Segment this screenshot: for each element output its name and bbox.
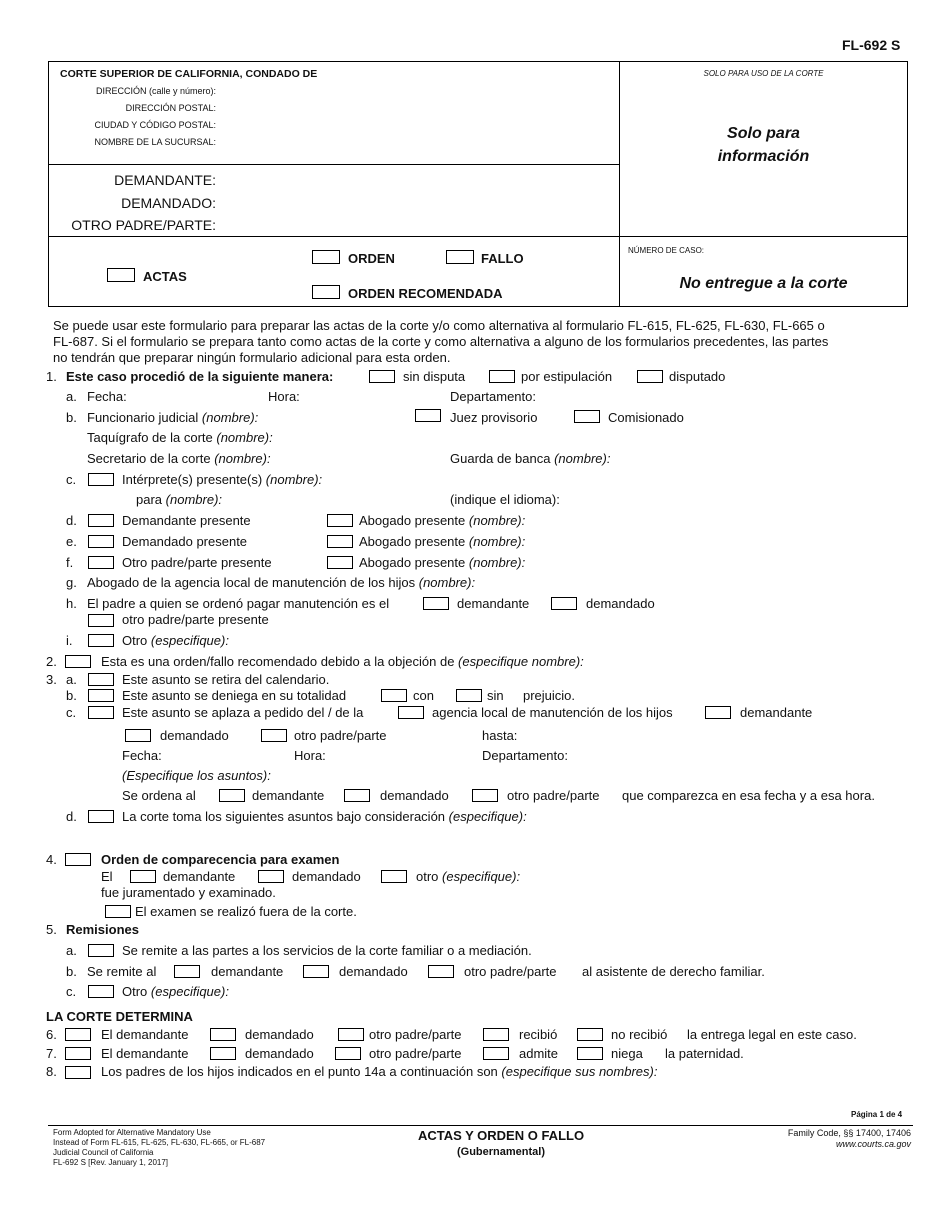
s1a-fecha: Fecha: [87, 389, 127, 404]
form-id: FL-692 S [842, 37, 901, 53]
disputado-checkbox[interactable] [637, 370, 663, 383]
s4-jurado: fue juramentado y examinado. [101, 885, 276, 900]
comisionado-label: Comisionado [608, 410, 684, 425]
petitioner-label: DEMANDANTE: [114, 172, 216, 188]
footer-code: Family Code, §§ 17400, 17406 [787, 1128, 911, 1138]
s4-demandado-checkbox[interactable] [258, 870, 284, 883]
s6-num: 6. [46, 1027, 57, 1042]
s1-title: Este caso procedió de la siguiente manera: [66, 369, 334, 384]
branch-label: NOMBRE DE LA SUCURSAL: [94, 137, 216, 147]
info-only-line1: Solo para [727, 125, 800, 142]
juez-provisorio-checkbox[interactable] [415, 409, 441, 422]
footer-council: Judicial Council of California [53, 1148, 154, 1157]
s3c-spec: (Especifique los asuntos): [122, 768, 271, 783]
nombre-hint: (nombre): [214, 451, 271, 466]
footer-rev: FL-692 S [Rev. January 1, 2017] [53, 1158, 169, 1167]
s3d-letter: d. [66, 809, 77, 824]
s3c-demandante-label: demandante [740, 705, 813, 720]
intro-line2: FL-687. Si el formulario se prepara tanto como actas de la corte y como alternativa a alguno de los formularios precedentes, las partes [53, 334, 829, 349]
s1a-hora: Hora: [268, 389, 300, 404]
intro-line1: Se puede usar este formulario para preparar las actas de la corte y/o como alternativa al formulario FL-615, FL-625, FL-630, FL-665 o [53, 318, 825, 333]
con-label: con [413, 688, 434, 703]
actas-label: ACTAS [143, 269, 187, 284]
footer-url[interactable]: www.courts.ca.gov [835, 1139, 911, 1149]
s5c-text: Otro [122, 984, 148, 999]
padre-manutencion-label: El padre a quien se ordenó pagar manutención es el [87, 596, 390, 611]
estipulacion-checkbox[interactable] [489, 370, 515, 383]
s3c-demandante-checkbox[interactable] [705, 706, 731, 719]
s4-el: El [101, 869, 113, 884]
nombre-hint: (nombre): [216, 430, 273, 445]
interprete-label: Intérprete(s) presente(s) [122, 472, 263, 487]
s8-text: Los padres de los hijos indicados en el punto 14a a continuación son [101, 1064, 498, 1079]
s1e-letter: e. [66, 534, 77, 549]
nombre-hint: (nombre): [468, 534, 526, 549]
s6-demandado-checkbox[interactable] [210, 1028, 236, 1041]
sin-label: sin [487, 688, 504, 703]
fallo-checkbox[interactable] [446, 250, 474, 264]
s3a-checkbox[interactable] [88, 673, 114, 686]
s7-demandante-label: El demandante [101, 1046, 189, 1061]
s8-num: 8. [46, 1064, 57, 1079]
s6-demandante-label: El demandante [101, 1027, 189, 1042]
s1f-letter: f. [66, 555, 74, 570]
abogado-label: Abogado presente [359, 534, 466, 549]
abogado-label: Abogado presente [359, 555, 466, 570]
s5b-text: Se remite al [87, 964, 157, 979]
mailing-label: DIRECCIÓN POSTAL: [125, 103, 216, 113]
s1b-letter: b. [66, 410, 77, 425]
otro-padre-presente-label: Otro padre/parte presente [122, 555, 272, 570]
city-zip-label: CIUDAD Y CÓDIGO POSTAL: [94, 120, 216, 130]
s3c-demandado-label: demandado [160, 728, 229, 743]
orden-recomendada-checkbox[interactable] [312, 285, 340, 299]
s4-otro-checkbox[interactable] [381, 870, 407, 883]
s6-norecibio-checkbox[interactable] [577, 1028, 603, 1041]
ordena-otro-checkbox[interactable] [472, 789, 498, 802]
s8-spec: (especifique sus nombres): [501, 1064, 658, 1079]
demandante-presente-checkbox[interactable] [88, 514, 114, 527]
s5-num: 5. [46, 922, 57, 937]
s7-tail: la paternidad. [665, 1046, 744, 1061]
footer-subtitle: (Gubernamental) [456, 1146, 545, 1158]
s1i-letter: i. [66, 633, 73, 648]
demandado-presente-checkbox[interactable] [88, 535, 114, 548]
s3a-text: Este asunto se retira del calendario. [122, 672, 330, 687]
s2-num: 2. [46, 654, 57, 669]
sin-disputa-label: sin disputa [403, 369, 466, 384]
s5b-demandado-checkbox[interactable] [303, 965, 329, 978]
h-demandado-label: demandado [586, 596, 655, 611]
demandado-presente-label: Demandado presente [122, 534, 248, 549]
s3a-letter: a. [66, 672, 77, 687]
s1h-letter: h. [66, 596, 77, 611]
s5c-spec: (especifique): [150, 984, 229, 999]
address-label: DIRECCIÓN (calle y número): [95, 86, 216, 96]
s1a-letter: a. [66, 389, 77, 404]
s3d-spec: (especifique): [448, 809, 527, 824]
estipulacion-label: por estipulación [521, 369, 613, 384]
s7-otro-label: otro padre/parte [369, 1046, 462, 1061]
s3c-agencia-checkbox[interactable] [398, 706, 424, 719]
s1-num: 1. [46, 369, 57, 384]
s1c-letter: c. [66, 472, 77, 487]
prejuicio-label: prejuicio. [523, 688, 576, 703]
s3c-ordena-label: Se ordena al [122, 788, 196, 803]
s6-otro-label: otro padre/parte [369, 1027, 462, 1042]
s3c-letter: c. [66, 705, 77, 720]
s4-demandante-checkbox[interactable] [130, 870, 156, 883]
s6-demandante-checkbox[interactable] [65, 1028, 91, 1041]
s5c-letter: c. [66, 984, 77, 999]
abogado-ddo-checkbox[interactable] [327, 535, 353, 548]
funcionario-label: Funcionario judicial [87, 410, 199, 425]
intro-line3: no tendrán que preparar ningún formulario adicional para esta orden. [53, 350, 451, 365]
s4-num: 4. [46, 852, 57, 867]
s5b-letter: b. [66, 964, 77, 979]
interprete-checkbox[interactable] [88, 473, 114, 486]
s3-num: 3. [46, 672, 57, 687]
secretario-label: Secretario de la corte [87, 451, 211, 466]
demandante-presente-label: Demandante presente [122, 513, 251, 528]
info-only-line2: información [717, 148, 810, 165]
s1g-letter: g. [66, 575, 77, 590]
s3c-hasta-label: hasta: [482, 728, 518, 743]
s4-fuera-label: El examen se realizó fuera de la corte. [135, 904, 357, 919]
s4-fuera-checkbox[interactable] [105, 905, 131, 918]
actas-checkbox[interactable] [107, 268, 135, 282]
nombre-hint: (nombre): [201, 410, 259, 425]
s4-title: Orden de comparecencia para examen [101, 852, 340, 867]
con-checkbox[interactable] [381, 689, 407, 702]
s2-spec: (especifique nombre): [458, 654, 584, 669]
s5a-text: Se remite a las partes a los servicios de la corte familiar o a mediación. [122, 943, 532, 958]
comisionado-checkbox[interactable] [574, 410, 600, 423]
s6-demandado-label: demandado [245, 1027, 314, 1042]
do-not-file: No entregue a la corte [679, 275, 848, 292]
s5b-otro-checkbox[interactable] [428, 965, 454, 978]
taquigrafo-label: Taquígrafo de la corte [87, 430, 213, 445]
s1d-letter: d. [66, 513, 77, 528]
h-demandante-label: demandante [457, 596, 530, 611]
s7-otro-checkbox[interactable] [335, 1047, 361, 1060]
h-otro-label: otro padre/parte presente [122, 612, 269, 627]
s4-demandado-label: demandado [292, 869, 361, 884]
case-number-label: NÚMERO DE CASO: [628, 246, 705, 255]
s1i-checkbox[interactable] [88, 634, 114, 647]
abogado-label: Abogado presente [359, 513, 466, 528]
comparezca-label: que comparezca en esa fecha y a esa hora. [622, 788, 875, 803]
s4-checkbox[interactable] [65, 853, 91, 866]
s7-demandado-checkbox[interactable] [210, 1047, 236, 1060]
s7-niega-checkbox[interactable] [577, 1047, 603, 1060]
s5a-letter: a. [66, 943, 77, 958]
s7-admite-label: admite [519, 1046, 559, 1061]
nombre-hint: (nombre): [418, 575, 476, 590]
s5b-demandado-label: demandado [339, 964, 408, 979]
s6-otro-checkbox[interactable] [338, 1028, 364, 1041]
ordena-demandado-label: demandado [380, 788, 449, 803]
s5b-demandante-checkbox[interactable] [174, 965, 200, 978]
s3d-text: La corte toma los siguientes asuntos bajo consideración [122, 809, 446, 824]
otro-padre-presente-checkbox[interactable] [88, 556, 114, 569]
s6-tail: la entrega legal en este caso. [687, 1027, 857, 1042]
s5b-asistente-label: al asistente de derecho familiar. [582, 964, 765, 979]
ordena-demandante-label: demandante [252, 788, 325, 803]
s5b-otro-label: otro padre/parte [464, 964, 557, 979]
s3c-otro-label: otro padre/parte [294, 728, 387, 743]
respondent-label: DEMANDADO: [121, 195, 216, 211]
ordena-otro-label: otro padre/parte [507, 788, 600, 803]
orden-checkbox[interactable] [312, 250, 340, 264]
page-number: Página 1 de 4 [851, 1110, 903, 1119]
s3c-otro-checkbox[interactable] [261, 729, 287, 742]
s3c-fecha-label: Fecha: [122, 748, 162, 763]
abogado-otro-checkbox[interactable] [327, 556, 353, 569]
sin-checkbox[interactable] [456, 689, 482, 702]
s6-recibio-label: recibió [519, 1027, 558, 1042]
para-label: para [136, 492, 163, 507]
s7-demandado-label: demandado [245, 1046, 314, 1061]
s1a-depto: Departamento: [450, 389, 536, 404]
s4-spec: (especifique): [442, 869, 521, 884]
abogado-agencia-label: Abogado de la agencia local de manutención de los hijos [87, 575, 416, 590]
s3c-hora-label: Hora: [294, 748, 326, 763]
ordena-demandante-checkbox[interactable] [219, 789, 245, 802]
footer-adopted: Form Adopted for Alternative Mandatory Use [53, 1128, 211, 1137]
nombre-hint: (nombre): [554, 451, 611, 466]
orden-label: ORDEN [348, 251, 395, 266]
s3d-checkbox[interactable] [88, 810, 114, 823]
s5-title: Remisiones [66, 922, 139, 937]
s2-checkbox[interactable] [65, 655, 91, 668]
otro-label: Otro [122, 633, 148, 648]
h-demandante-checkbox[interactable] [423, 597, 449, 610]
s3c-agencia-label: agencia local de manutención de los hijos [432, 705, 673, 720]
s3c-depto-label: Departamento: [482, 748, 568, 763]
disputado-label: disputado [669, 369, 726, 384]
s7-num: 7. [46, 1046, 57, 1061]
s3b-letter: b. [66, 688, 77, 703]
s5c-checkbox[interactable] [88, 985, 114, 998]
nombre-hint: (nombre): [468, 513, 526, 528]
s3c-checkbox[interactable] [88, 706, 114, 719]
h-demandado-checkbox[interactable] [551, 597, 577, 610]
s3b-checkbox[interactable] [88, 689, 114, 702]
s5a-checkbox[interactable] [88, 944, 114, 957]
guarda-label: Guarda de banca [450, 451, 551, 466]
s7-demandante-checkbox[interactable] [65, 1047, 91, 1060]
footer-instead: Instead of Form FL-615, FL-625, FL-630, FL-665, or FL-687 [53, 1138, 266, 1147]
s7-admite-checkbox[interactable] [483, 1047, 509, 1060]
s2-text: Esta es una orden/fallo recomendado debido a la objeción de [101, 654, 455, 669]
orden-recomendada-label: ORDEN RECOMENDADA [348, 286, 503, 301]
footer-title: ACTAS Y ORDEN O FALLO [417, 1128, 585, 1143]
idioma-label: (indique el idioma): [450, 492, 560, 507]
court-title: CORTE SUPERIOR DE CALIFORNIA, CONDADO DE [60, 68, 318, 80]
s4-otro-label: otro [416, 869, 439, 884]
juez-provisorio-label: Juez provisorio [450, 410, 538, 425]
abogado-dte-checkbox[interactable] [327, 514, 353, 527]
s6-norecibio-label: no recibió [611, 1027, 668, 1042]
determina-heading: LA CORTE DETERMINA [46, 1009, 193, 1024]
ordena-demandado-checkbox[interactable] [344, 789, 370, 802]
court-use-label: SOLO PARA USO DE LA CORTE [703, 69, 824, 78]
s6-recibio-checkbox[interactable] [483, 1028, 509, 1041]
s3c-text: Este asunto se aplaza a pedido del / de la [122, 705, 364, 720]
s4-demandante-label: demandante [163, 869, 236, 884]
s3b-text: Este asunto se deniega en su totalidad [122, 688, 347, 703]
nombre-hint: (nombre): [468, 555, 526, 570]
nombre-hint: (nombre): [265, 472, 323, 487]
other-parent-label: OTRO PADRE/PARTE: [71, 217, 216, 233]
s3c-demandado-checkbox[interactable] [125, 729, 151, 742]
s7-niega-label: niega [611, 1046, 643, 1061]
nombre-hint: (nombre): [165, 492, 223, 507]
s8-checkbox[interactable] [65, 1066, 91, 1079]
especifique-hint: (especifique): [150, 633, 229, 648]
sin-disputa-checkbox[interactable] [369, 370, 395, 383]
h-otro-checkbox[interactable] [88, 614, 114, 627]
fallo-label: FALLO [481, 251, 524, 266]
s5b-demandante-label: demandante [211, 964, 284, 979]
